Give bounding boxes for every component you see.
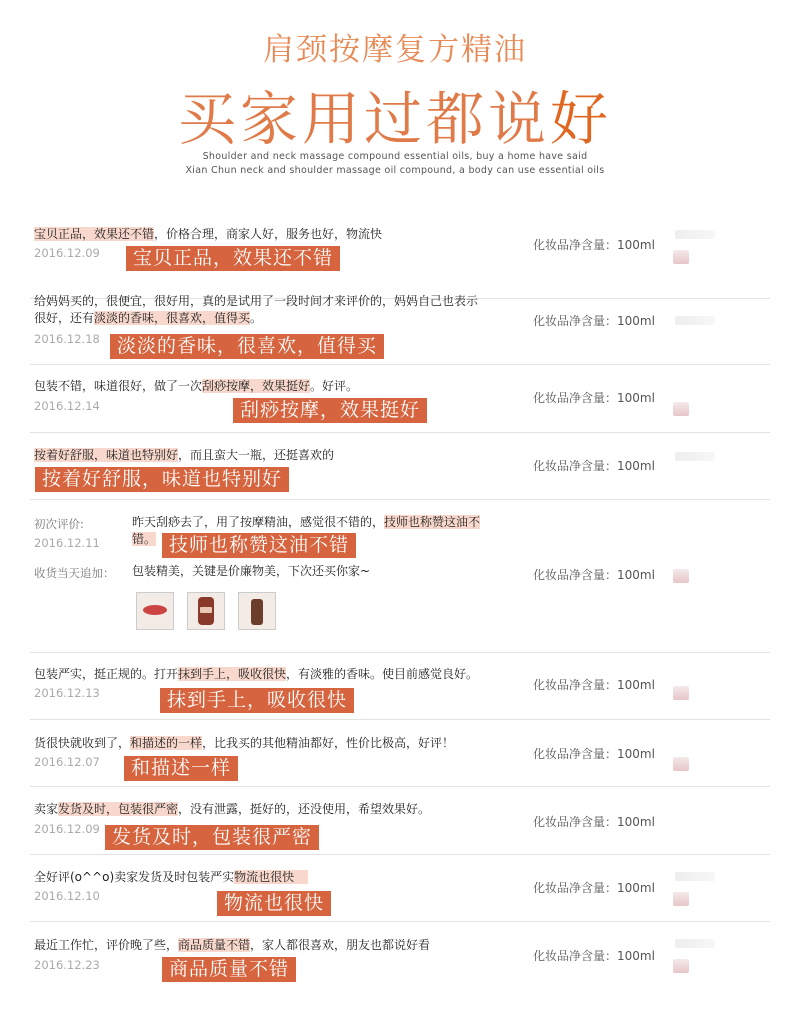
review-date: 2016.12.11 xyxy=(34,536,100,550)
spec-text: 化妆品净含量：100ml xyxy=(533,678,655,692)
spec-text: 化妆品净含量：100ml xyxy=(533,747,655,761)
blurred-user xyxy=(675,230,715,239)
review-text xyxy=(34,801,430,818)
review-text-line-1: 给妈妈买的，很便宜，很好用，真的是试用了一段时间才来评价的，妈妈自己也表示 xyxy=(34,294,479,308)
blurred-avatar xyxy=(673,402,689,416)
review-text-line-1 xyxy=(132,514,480,531)
review-highlight: 和描述的一样 xyxy=(130,736,203,750)
review-tag: 物流也很快 xyxy=(217,891,331,916)
review-highlight: 宝贝正品，效果还不错 xyxy=(34,227,155,241)
review-text xyxy=(34,447,334,464)
review-highlight: 技师也称赞这油不 xyxy=(384,515,481,529)
review-text-post: ，没有泄露，挺好的，还没使用，希望效果好。 xyxy=(178,802,431,816)
spec-text: 化妆品净含量：100ml xyxy=(533,568,655,582)
review-item xyxy=(30,652,770,720)
review-highlight: 商品质量不错 xyxy=(178,938,251,952)
review-tag: 发货及时，包装很严密 xyxy=(105,825,319,850)
review-photo-thumbnail[interactable] xyxy=(187,592,225,630)
review-tag: 商品质量不错 xyxy=(162,957,296,982)
review-photo-thumbnail[interactable] xyxy=(238,592,276,630)
first-review-label: 初次评价: xyxy=(34,517,84,531)
blurred-user xyxy=(675,452,715,461)
review-item xyxy=(30,364,770,433)
review-text-post: 。 xyxy=(250,311,263,325)
header-subtitle: 肩颈按摩复方精油 xyxy=(263,32,527,68)
review-text xyxy=(34,378,358,395)
review-tag: 淡淡的香味，很喜欢，值得买 xyxy=(110,334,384,359)
review-text-pre: 全好评(o^^o)卖家发货及时包装严实 xyxy=(34,870,235,884)
review-item xyxy=(30,921,770,991)
blurred-user xyxy=(675,316,715,325)
review-text-pre: 昨天刮痧去了，用了按摩精油，感觉很不错的， xyxy=(132,515,385,529)
review-item xyxy=(30,432,770,500)
review-item xyxy=(30,854,770,922)
review-text-line-2 xyxy=(34,310,478,327)
blurred-avatar xyxy=(673,757,689,771)
review-tag: 和描述一样 xyxy=(124,756,238,781)
review-item xyxy=(30,499,770,653)
spec-text: 化妆品净含量：100ml xyxy=(533,815,655,829)
header-english-line-2: Xian Chun neck and shoulder massage oil compound, a body can use essential oils xyxy=(185,165,605,176)
header-english-line-1: Shoulder and neck massage compound essential oils, buy a home have said xyxy=(202,151,588,162)
review-item xyxy=(30,294,770,365)
blurred-avatar xyxy=(673,569,689,583)
review-highlight: 刮痧按摩，效果挺好 xyxy=(202,379,311,393)
header-title-accent: 好 xyxy=(550,85,613,153)
review-text-pre: 包装不错，味道很好，做了一次 xyxy=(34,379,203,393)
header-title xyxy=(0,72,790,156)
header-english xyxy=(0,150,790,178)
review-tag: 技师也称赞这油不错 xyxy=(162,533,356,558)
review-photo-thumbnail[interactable] xyxy=(136,592,174,630)
blurred-avatar xyxy=(673,892,689,906)
review-text-post: ，比我买的其他精油都好，性价比极高，好评！ xyxy=(202,736,455,750)
review-tag: 刮痧按摩，效果挺好 xyxy=(233,398,427,423)
review-date: 2016.12.09 xyxy=(34,246,100,260)
review-text-post: ，有淡雅的香味。使目前感觉良好。 xyxy=(286,667,479,681)
review-text-pre: 最近工作忙，评价晚了些， xyxy=(34,938,179,952)
review-date: 2016.12.23 xyxy=(34,958,100,972)
review-date: 2016.12.07 xyxy=(34,755,100,769)
blurred-user xyxy=(675,872,715,881)
review-text-pre: 货很快就收到了， xyxy=(34,736,131,750)
review-highlight: 发货及时，包装很严密 xyxy=(58,802,179,816)
append-review-text: 包装精美，关键是价廉物美，下次还买你家~ xyxy=(132,564,371,578)
review-date: 2016.12.14 xyxy=(34,399,100,413)
review-highlight: 按着好舒服，味道也特别好 xyxy=(34,448,179,462)
review-date: 2016.12.10 xyxy=(34,889,100,903)
review-text-rest: ，而且蛮大一瓶，还挺喜欢的 xyxy=(178,448,335,462)
review-item xyxy=(30,786,770,855)
review-item xyxy=(30,220,770,299)
header-title-main: 买家用过都说 xyxy=(177,85,550,153)
review-text xyxy=(34,666,478,683)
review-item xyxy=(30,719,770,787)
review-text xyxy=(34,293,478,327)
review-highlight: 物流也很快 xyxy=(234,870,308,884)
blurred-user xyxy=(675,939,715,948)
blurred-avatar xyxy=(673,250,689,264)
spec-text: 化妆品净含量：100ml xyxy=(533,459,655,473)
spec-text: 化妆品净含量：100ml xyxy=(533,391,655,405)
review-tag: 抹到手上，吸收很快 xyxy=(160,688,354,713)
append-review-label: 收货当天追加： xyxy=(34,566,115,580)
review-text-pre: 包装严实，挺正规的。打开 xyxy=(34,667,179,681)
spec-text: 化妆品净含量：100ml xyxy=(533,881,655,895)
blurred-avatar xyxy=(673,686,689,700)
spec-text: 化妆品净含量：100ml xyxy=(533,314,655,328)
blurred-avatar xyxy=(673,959,689,973)
review-text xyxy=(34,869,308,886)
spec-text: 化妆品净含量：100ml xyxy=(533,238,655,252)
review-date: 2016.12.18 xyxy=(34,332,100,346)
spec-text: 化妆品净含量：100ml xyxy=(533,949,655,963)
review-date: 2016.12.13 xyxy=(34,686,100,700)
review-text xyxy=(34,735,454,752)
review-highlight: 抹到手上，吸收很快 xyxy=(178,667,287,681)
review-text-post: ，家人都很喜欢，朋友也都说好看 xyxy=(250,938,431,952)
review-text xyxy=(34,226,382,243)
review-highlight-wrap: 错。 xyxy=(132,532,157,546)
review-highlight: 淡淡的香味，很喜欢，值得买 xyxy=(94,311,251,325)
review-text-rest: ，价格合理，商家人好，服务也好，物流快 xyxy=(154,227,383,241)
review-text-pre: 卖家 xyxy=(34,802,59,816)
review-text-post: 。好评。 xyxy=(310,379,359,393)
review-date: 2016.12.09 xyxy=(34,822,100,836)
review-text-pre: 很好，还有 xyxy=(34,311,95,325)
review-tag: 宝贝正品，效果还不错 xyxy=(126,246,340,271)
review-text xyxy=(34,937,430,954)
review-tag: 按着好舒服，味道也特别好 xyxy=(35,467,289,492)
